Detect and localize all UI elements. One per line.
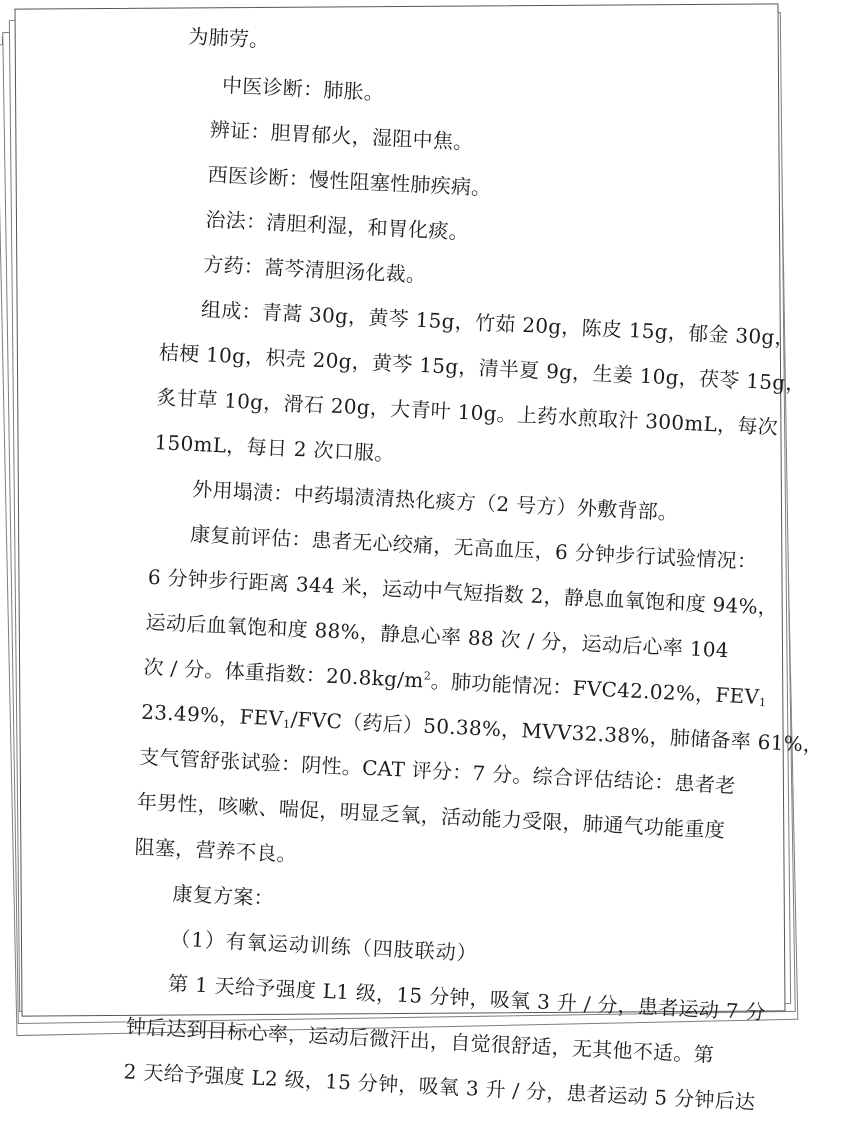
- text-line: 6 分钟步行距离 344 米，运动中气短指数 2，静息血氧饱和度 94%，: [147, 564, 779, 620]
- text-line: 23.49%，$FEV_1/FVC$（药后）50.38%，MVV32.38%，肺储备率 61%，: [140, 699, 824, 757]
- text-line: 2 天给予强度 L2 级，15 分钟，吸氧 3 升 / 分，患者运动 5 分钟后达: [123, 1059, 756, 1115]
- text-line: 炙甘草 10g，滑石 20g，大青叶 10g。上药水煎取汁 300mL，每次: [156, 385, 779, 440]
- text-line: 辨证：胆胃郁火，湿阻中焦。: [209, 117, 475, 155]
- text-line: 年男性，咳嗽、喘促，明显乏氧，活动能力受限，肺通气功能重度: [136, 789, 726, 843]
- text-line: 组成：青蒿 30g，黄芩 15g，竹茹 20g，陈皮 15g，郁金 30g，: [200, 297, 796, 351]
- text-line: 康复前评估：患者无心绞痛，无高血压，6 分钟步行试验情况：: [189, 521, 758, 574]
- text-line: 西医诊断：慢性阻塞性肺疾病。: [207, 162, 493, 201]
- text-line: 150mL，每日 2 次口服。: [153, 429, 396, 466]
- text-line: 支气管舒张试验：阴性。CAT 评分：7 分。综合评估结论：患者老: [138, 744, 737, 798]
- text-line: 桔梗 10g，枳壳 20g，黄芩 15g，清半夏 9g，生姜 10g，茯苓 15g，: [158, 340, 807, 396]
- text-line: 阻塞，营养不良。: [134, 834, 298, 867]
- section-heading: （1）有氧运动训练（四肢联动）: [169, 926, 479, 966]
- text-line: 为肺劳。: [187, 24, 271, 53]
- text-line: 钟后达到目标心率，运动后微汗出，自觉很舒适，无其他不适。第: [125, 1014, 715, 1068]
- text-line: 中医诊断：肺胀。: [221, 72, 385, 105]
- text-line: 第 1 天给予强度 L1 级，15 分钟，吸氧 3 升 / 分，患者运动 7 分: [167, 971, 767, 1025]
- text-line: 运动后血氧饱和度 88%，静息心率 88 次 / 分，运动后心率 104: [145, 609, 730, 663]
- text-line: 康复方案：: [171, 881, 275, 911]
- document-page: [14, 3, 824, 1115]
- text-line: 次 / 分。体重指数：$20.8kg/m^2$。肺功能情况：FVC42.02%，$FEV_1$: [142, 654, 767, 710]
- page-text: [0, 10, 824, 1115]
- text-line: 外用塌渍：中药塌渍清热化痰方（2 号方）外敷背部。: [191, 476, 679, 525]
- text-line: 治法：清胆利湿，和胃化痰。: [204, 207, 470, 245]
- text-line: 方药：蒿芩清胆汤化裁。: [202, 252, 427, 288]
